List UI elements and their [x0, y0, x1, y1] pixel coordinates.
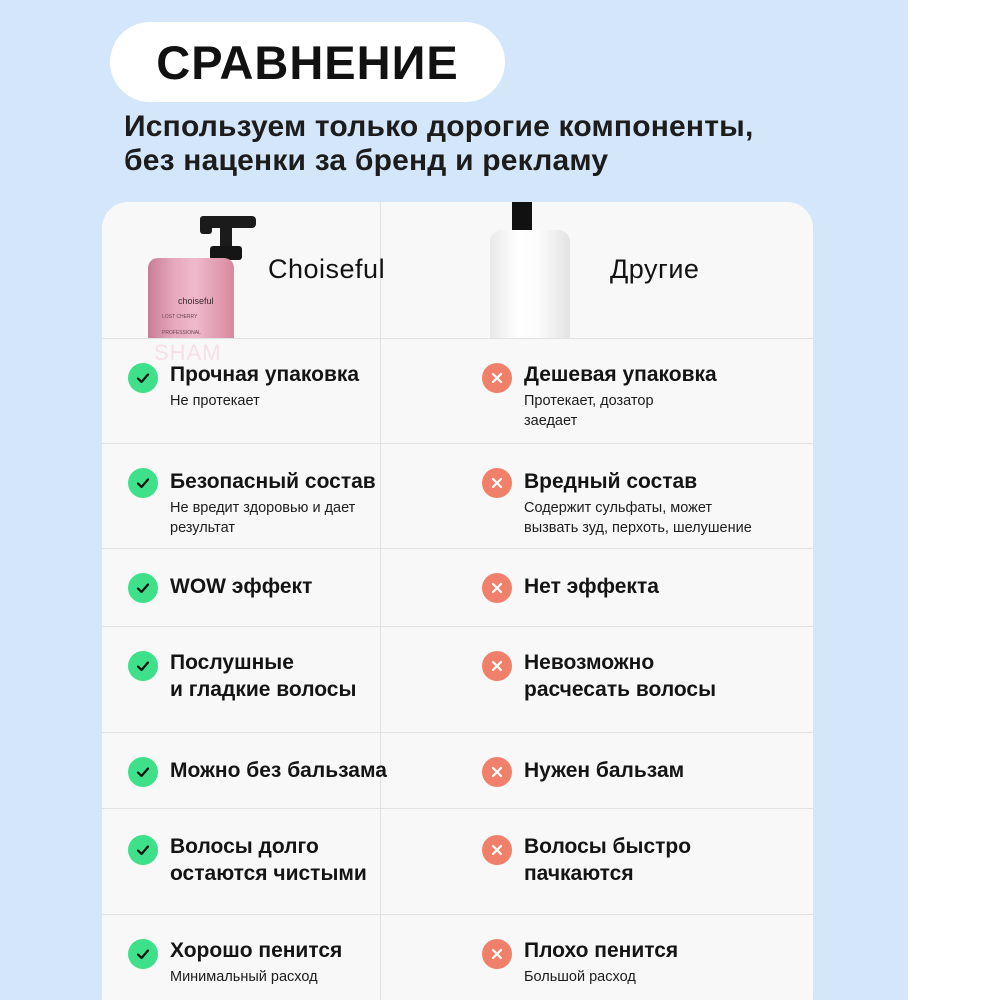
- choiseful-cell: [128, 733, 458, 809]
- comparison-header: [102, 202, 813, 365]
- benefit-title: Волосы долго остаются чистыми: [170, 835, 367, 885]
- cross-icon: [482, 651, 512, 681]
- comparison-row: [102, 626, 813, 732]
- comparison-row: [102, 808, 813, 914]
- page-title: СРАВНЕНИЕ: [156, 35, 459, 89]
- cross-icon: [482, 468, 512, 498]
- right-margin: [908, 0, 1000, 1000]
- generic-bottle-image: [490, 202, 572, 338]
- check-icon: [128, 939, 158, 969]
- benefit-title: WOW эффект: [170, 575, 313, 598]
- choiseful-cell: [128, 339, 458, 444]
- check-icon: [128, 651, 158, 681]
- choiseful-cell: [128, 627, 458, 733]
- bottle-brand-text: choiseful: [178, 296, 214, 306]
- comparison-row: [102, 548, 813, 626]
- benefit-description: Минимальный расход: [170, 969, 318, 985]
- bottle-name-text: SHAM: [154, 340, 222, 365]
- cross-icon: [482, 939, 512, 969]
- comparison-row: [102, 732, 813, 808]
- others-brand-label: Другие: [610, 254, 700, 284]
- comparison-row: [102, 914, 813, 1000]
- benefit-title: Послушные и гладкие волосы: [170, 651, 357, 701]
- title-pill: [110, 22, 505, 102]
- comparison-card: [102, 202, 813, 1000]
- subtitle-line-1: Используем только дорогие компоненты,: [124, 110, 754, 143]
- check-icon: [128, 835, 158, 865]
- choiseful-cell: [128, 549, 458, 627]
- bottle-line-text: PROFESSIONAL: [162, 330, 201, 336]
- bottle-variant-text: LOST CHERRY: [162, 314, 198, 320]
- others-cell: [482, 915, 812, 1000]
- drawback-description: Протекает, дозатор заедает: [524, 393, 654, 429]
- check-icon: [128, 573, 158, 603]
- others-cell: [482, 339, 812, 444]
- drawback-description: Большой расход: [524, 969, 636, 985]
- drawback-title: Волосы быстро пачкаются: [524, 835, 692, 885]
- drawback-title: Вредный состав: [524, 470, 698, 493]
- cross-icon: [482, 757, 512, 787]
- others-cell: [482, 627, 812, 733]
- benefit-title: Можно без бальзама: [170, 759, 387, 782]
- others-cell: [482, 549, 812, 627]
- benefit-description: Не протекает: [170, 393, 260, 409]
- benefit-description: Не вредит здоровью и дает результат: [170, 500, 356, 536]
- benefit-title: Хорошо пенится: [170, 939, 343, 962]
- subtitle: [124, 110, 844, 178]
- subtitle-line-2: без наценки за бренд и рекламу: [124, 144, 609, 177]
- drawback-title: Плохо пенится: [524, 939, 679, 962]
- check-icon: [128, 468, 158, 498]
- drawback-title: Нет эффекта: [524, 575, 659, 598]
- cross-icon: [482, 835, 512, 865]
- choiseful-cell: [128, 915, 458, 1000]
- comparison-row: [102, 338, 813, 443]
- others-cell: [482, 733, 812, 809]
- choiseful-bottle-image: [148, 238, 234, 365]
- cross-icon: [482, 363, 512, 393]
- drawback-title: Невозможно расчесать волосы: [524, 651, 717, 701]
- choiseful-cell: [128, 809, 458, 915]
- choiseful-cell: [128, 444, 458, 549]
- others-cell: [482, 809, 812, 915]
- cross-icon: [482, 573, 512, 603]
- choiseful-brand-label: Choiseful: [268, 254, 386, 284]
- check-icon: [128, 363, 158, 393]
- comparison-row: [102, 443, 813, 548]
- others-cell: [482, 444, 812, 549]
- drawback-title: Нужен бальзам: [524, 759, 685, 782]
- drawback-description: Содержит сульфаты, может вызвать зуд, перхоть, шелушение: [524, 500, 752, 536]
- benefit-title: Безопасный состав: [170, 470, 376, 493]
- drawback-title: Дешевая упаковка: [524, 363, 717, 386]
- benefit-title: Прочная упаковка: [170, 363, 360, 386]
- check-icon: [128, 757, 158, 787]
